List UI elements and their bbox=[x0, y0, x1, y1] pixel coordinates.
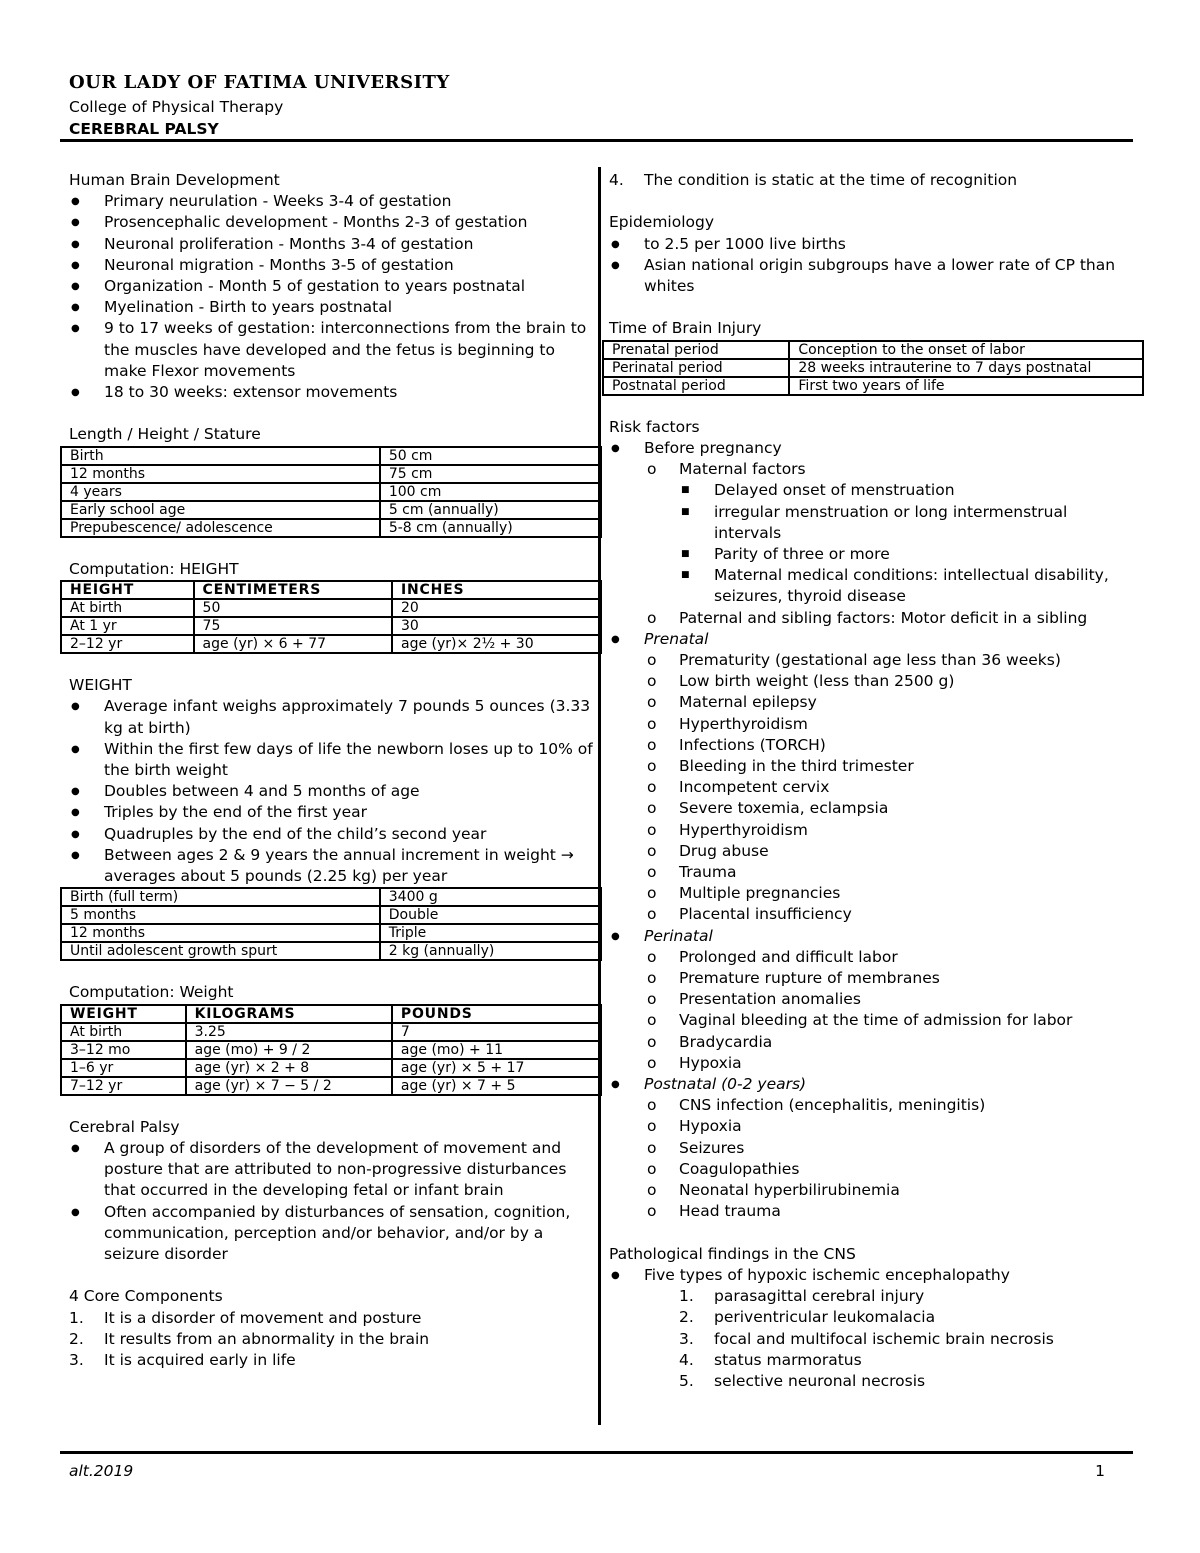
list-item bbox=[609, 629, 1139, 926]
list-item: o Trauma bbox=[644, 862, 1139, 883]
table-cell: 1–6 yr bbox=[61, 1059, 186, 1077]
list-item: o Premature rupture of membranes bbox=[644, 968, 1139, 989]
table-row bbox=[61, 1059, 601, 1077]
list-item: ● 18 to 30 weeks: extensor movements bbox=[69, 382, 594, 403]
list-item-text: selective neuronal necrosis bbox=[714, 1371, 926, 1390]
list-item: o Prematurity (gestational age less than 36 weeks) bbox=[644, 650, 1139, 671]
list-item: ● Prosencephalic development - Months 2-3 of gestation bbox=[69, 212, 594, 233]
table-cell: Prenatal period bbox=[603, 341, 789, 359]
table-cell: 5 cm (annually) bbox=[380, 501, 601, 519]
table-row bbox=[603, 359, 1143, 377]
table-cell: age (mo) + 9 / 2 bbox=[186, 1041, 392, 1059]
list-item: ● Average infant weighs approximately 7 pounds 5 ounces (3.33 kg at birth) bbox=[69, 696, 594, 738]
list-item bbox=[609, 170, 1139, 191]
prenatal-list bbox=[609, 650, 1139, 926]
list-item bbox=[679, 1371, 1139, 1392]
list-item-text: It results from an abnormality in the brain bbox=[104, 1329, 430, 1348]
table-row bbox=[61, 599, 601, 617]
table-cell: 75 bbox=[194, 617, 392, 635]
table-row bbox=[61, 465, 601, 483]
list-item: ● Doubles between 4 and 5 months of age bbox=[69, 781, 594, 802]
length-heading: Length / Height / Stature bbox=[69, 425, 261, 444]
list-item: o Vaginal bleeding at the time of admission for labor bbox=[644, 1010, 1139, 1031]
table-row bbox=[603, 377, 1143, 395]
footer-divider bbox=[60, 1451, 1133, 1454]
table-cell: 100 cm bbox=[380, 483, 601, 501]
postnatal-list bbox=[609, 1095, 1139, 1222]
list-item-text: periventricular leukomalacia bbox=[714, 1308, 936, 1327]
risk-factors-list bbox=[609, 438, 1139, 1223]
table-row bbox=[61, 483, 601, 501]
list-item: o Paternal and sibling factors: Motor deficit in a sibling bbox=[644, 608, 1139, 629]
table-header-cell: WEIGHT bbox=[61, 1005, 186, 1023]
list-item: ● Myelination - Birth to years postnatal bbox=[69, 297, 594, 318]
table-row bbox=[61, 1041, 601, 1059]
left-column bbox=[69, 170, 594, 1371]
maternal-factors-list bbox=[644, 480, 1139, 607]
list-item: ● A group of disorders of the development of movement and posture that are attributed to non-progressive disturbances that occurred in the developing fetal or infant brain bbox=[69, 1138, 594, 1202]
list-item-text: It is acquired early in life bbox=[104, 1351, 296, 1370]
pathological-findings-list bbox=[609, 1265, 1139, 1392]
table-cell: 20 bbox=[392, 599, 601, 617]
list-item: o Incompetent cervix bbox=[644, 777, 1139, 798]
list-item bbox=[609, 438, 1139, 629]
list-item: o CNS infection (encephalitis, meningitis) bbox=[644, 1095, 1139, 1116]
table-row bbox=[61, 447, 601, 465]
brain-development-heading: Human Brain Development bbox=[69, 171, 280, 189]
height-computation-heading: Computation: HEIGHT bbox=[69, 559, 239, 578]
list-item bbox=[679, 1286, 1139, 1307]
list-number: 4. bbox=[679, 1350, 694, 1369]
table-cell: 2 kg (annually) bbox=[380, 942, 601, 960]
table-cell: First two years of life bbox=[789, 377, 1143, 395]
weight-heading: WEIGHT bbox=[69, 676, 132, 695]
perinatal-list bbox=[609, 947, 1139, 1074]
list-number: 3. bbox=[679, 1329, 694, 1348]
list-item bbox=[609, 1265, 1139, 1392]
page-title: CEREBRAL PALSY bbox=[69, 120, 219, 138]
list-item bbox=[644, 459, 1139, 607]
table-cell: At 1 yr bbox=[61, 617, 194, 635]
list-number: 2. bbox=[69, 1329, 84, 1348]
table-cell: Prepubescence/ adolescence bbox=[61, 519, 380, 537]
risk-factors-heading: Risk factors bbox=[609, 417, 700, 436]
table-cell: Birth bbox=[61, 447, 380, 465]
table-cell: 30 bbox=[392, 617, 601, 635]
list-number: 4. bbox=[609, 171, 624, 189]
list-item: o Seizures bbox=[644, 1138, 1139, 1159]
table-header-cell: POUNDS bbox=[392, 1005, 601, 1023]
table-cell: 28 weeks intrauterine to 7 days postnatal bbox=[789, 359, 1143, 377]
table-cell: 3–12 mo bbox=[61, 1041, 186, 1059]
list-number: 2. bbox=[679, 1308, 694, 1327]
table-header-cell: HEIGHT bbox=[61, 581, 194, 599]
table-cell: 7 bbox=[392, 1023, 601, 1041]
table-row bbox=[61, 617, 601, 635]
list-item bbox=[69, 1329, 594, 1350]
list-item-text: focal and multifocal ischemic brain necrosis bbox=[714, 1329, 1054, 1348]
core-components-list-continued bbox=[609, 170, 1139, 191]
list-item: o Maternal epilepsy bbox=[644, 692, 1139, 713]
list-item: ● Primary neurulation - Weeks 3-4 of gestation bbox=[69, 191, 594, 212]
brain-injury-heading: Time of Brain Injury bbox=[609, 319, 762, 338]
table-cell: 5 months bbox=[61, 906, 380, 924]
footer-tag: alt.2019 bbox=[69, 1462, 134, 1480]
table-cell: 12 months bbox=[61, 465, 380, 483]
list-item: o Neonatal hyperbilirubinemia bbox=[644, 1180, 1139, 1201]
table-cell: 50 bbox=[194, 599, 392, 617]
table-cell: age (yr) × 7 + 5 bbox=[392, 1077, 601, 1095]
list-item: ■ Parity of three or more bbox=[679, 544, 1139, 565]
brain-injury-table bbox=[602, 340, 1144, 396]
document-header bbox=[69, 70, 1133, 140]
table-cell: Triple bbox=[380, 924, 601, 942]
brain-development-list bbox=[69, 191, 594, 403]
list-item: ■ Maternal medical conditions: intellectual disability, seizures, thyroid disease bbox=[679, 565, 1139, 607]
weight-list bbox=[69, 696, 594, 887]
table-cell: Early school age bbox=[61, 501, 380, 519]
list-item: o Placental insufficiency bbox=[644, 904, 1139, 925]
table-cell: Until adolescent growth spurt bbox=[61, 942, 380, 960]
table-header-row bbox=[61, 581, 601, 599]
list-item: o Head trauma bbox=[644, 1201, 1139, 1222]
table-cell: At birth bbox=[61, 1023, 186, 1041]
list-item: o Bleeding in the third trimester bbox=[644, 756, 1139, 777]
list-item: o Hyperthyroidism bbox=[644, 820, 1139, 841]
table-row bbox=[61, 906, 601, 924]
list-item: ● Triples by the end of the first year bbox=[69, 802, 594, 823]
list-item bbox=[69, 1308, 594, 1329]
encephalopathy-types-list bbox=[609, 1286, 1139, 1392]
table-cell: age (yr) × 5 + 17 bbox=[392, 1059, 601, 1077]
list-item: o Infections (TORCH) bbox=[644, 735, 1139, 756]
list-item-text: Maternal factors bbox=[679, 460, 806, 479]
list-item-text: It is a disorder of movement and posture bbox=[104, 1308, 422, 1327]
list-item-text: Five types of hypoxic ischemic encephalopathy bbox=[644, 1265, 1010, 1284]
cerebral-palsy-heading: Cerebral Palsy bbox=[69, 1117, 180, 1136]
table-row bbox=[61, 924, 601, 942]
list-number: 1. bbox=[69, 1308, 84, 1327]
list-item: o Coagulopathies bbox=[644, 1159, 1139, 1180]
list-item bbox=[679, 1350, 1139, 1371]
list-item: ● Often accompanied by disturbances of sensation, cognition, communication, perception and/or behavior, and/or by a seizure disorder bbox=[69, 1202, 594, 1266]
table-cell: Birth (full term) bbox=[61, 888, 380, 906]
list-item: ■ irregular menstruation or long intermenstrual intervals bbox=[679, 502, 1139, 544]
table-header-cell: CENTIMETERS bbox=[194, 581, 392, 599]
table-cell: 5-8 cm (annually) bbox=[380, 519, 601, 537]
list-number: 1. bbox=[679, 1287, 694, 1306]
list-item: ● Neuronal migration - Months 3-5 of gestation bbox=[69, 255, 594, 276]
list-item-text: status marmoratus bbox=[714, 1350, 862, 1369]
list-item bbox=[679, 1307, 1139, 1328]
length-table bbox=[60, 446, 602, 538]
column-divider bbox=[598, 167, 601, 1425]
list-item: o Bradycardia bbox=[644, 1032, 1139, 1053]
table-cell: 7–12 yr bbox=[61, 1077, 186, 1095]
list-item: o Hyperthyroidism bbox=[644, 714, 1139, 735]
table-cell: 12 months bbox=[61, 924, 380, 942]
list-item: o Severe toxemia, eclampsia bbox=[644, 798, 1139, 819]
epidemiology-list bbox=[609, 234, 1139, 298]
core-components-heading: 4 Core Components bbox=[69, 1287, 223, 1306]
table-row bbox=[61, 501, 601, 519]
height-computation-table bbox=[60, 580, 602, 654]
table-cell: Double bbox=[380, 906, 601, 924]
list-item: ● Quadruples by the end of the child’s second year bbox=[69, 824, 594, 845]
page-number: 1 bbox=[1095, 1462, 1105, 1480]
table-cell: Conception to the onset of labor bbox=[789, 341, 1143, 359]
list-item: ● Between ages 2 & 9 years the annual increment in weight → averages about 5 pounds (2.25 kg) per year bbox=[69, 845, 594, 887]
list-item: ● Within the first few days of life the newborn loses up to 10% of the birth weight bbox=[69, 739, 594, 781]
list-item: o Hypoxia bbox=[644, 1053, 1139, 1074]
table-row bbox=[61, 888, 601, 906]
list-item: o Prolonged and difficult labor bbox=[644, 947, 1139, 968]
cerebral-palsy-list bbox=[69, 1138, 594, 1265]
list-item: ● 9 to 17 weeks of gestation: interconnections from the brain to the muscles have developed and the fetus is beginning to make Flexor movements bbox=[69, 318, 594, 382]
table-cell: At birth bbox=[61, 599, 194, 617]
table-row bbox=[61, 635, 601, 653]
table-cell: age (yr) × 2 + 8 bbox=[186, 1059, 392, 1077]
list-number: 3. bbox=[69, 1351, 84, 1370]
list-item bbox=[609, 1074, 1139, 1222]
list-item: ● Neuronal proliferation - Months 3-4 of gestation bbox=[69, 234, 594, 255]
list-item: o Drug abuse bbox=[644, 841, 1139, 862]
risk-category: Postnatal (0-2 years) bbox=[644, 1075, 807, 1094]
risk-category: Perinatal bbox=[644, 926, 713, 945]
right-column bbox=[609, 170, 1139, 1392]
list-item: o Low birth weight (less than 2500 g) bbox=[644, 671, 1139, 692]
table-row bbox=[603, 341, 1143, 359]
list-number: 5. bbox=[679, 1371, 694, 1390]
epidemiology-heading: Epidemiology bbox=[609, 213, 715, 232]
weight-computation-heading: Computation: Weight bbox=[69, 983, 234, 1002]
list-item: ■ Delayed onset of menstruation bbox=[679, 480, 1139, 501]
list-item: ● Organization - Month 5 of gestation to years postnatal bbox=[69, 276, 594, 297]
list-item: o Presentation anomalies bbox=[644, 989, 1139, 1010]
table-row bbox=[61, 1023, 601, 1041]
table-cell: age (yr) × 7 − 5 / 2 bbox=[186, 1077, 392, 1095]
list-item-text: parasagittal cerebral injury bbox=[714, 1287, 925, 1306]
list-item bbox=[609, 926, 1139, 1074]
before-pregnancy-list bbox=[609, 459, 1139, 629]
weight-computation-table bbox=[60, 1004, 602, 1096]
list-item: ● Asian national origin subgroups have a lower rate of CP than whites bbox=[609, 255, 1139, 297]
table-header-cell: KILOGRAMS bbox=[186, 1005, 392, 1023]
table-row bbox=[61, 519, 601, 537]
table-cell: age (mo) + 11 bbox=[392, 1041, 601, 1059]
table-cell: 50 cm bbox=[380, 447, 601, 465]
header-divider bbox=[60, 139, 1133, 142]
table-cell: age (yr) × 6 + 77 bbox=[194, 635, 392, 653]
table-cell: 4 years bbox=[61, 483, 380, 501]
table-header-cell: INCHES bbox=[392, 581, 601, 599]
risk-category: Prenatal bbox=[644, 629, 709, 648]
table-row bbox=[61, 1077, 601, 1095]
table-cell: age (yr)× 2½ + 30 bbox=[392, 635, 601, 653]
risk-category: Before pregnancy bbox=[644, 438, 782, 457]
pathological-findings-heading: Pathological findings in the CNS bbox=[609, 1244, 856, 1263]
table-row bbox=[61, 942, 601, 960]
college-name: College of Physical Therapy bbox=[69, 98, 284, 116]
table-cell: Postnatal period bbox=[603, 377, 789, 395]
list-item bbox=[679, 1329, 1139, 1350]
table-cell: 2–12 yr bbox=[61, 635, 194, 653]
table-cell: Perinatal period bbox=[603, 359, 789, 377]
weight-table bbox=[60, 887, 602, 961]
table-cell: 3400 g bbox=[380, 888, 601, 906]
table-header-row bbox=[61, 1005, 601, 1023]
list-item: o Multiple pregnancies bbox=[644, 883, 1139, 904]
list-item: o Hypoxia bbox=[644, 1116, 1139, 1137]
list-item bbox=[69, 1350, 594, 1371]
list-item-text: The condition is static at the time of recognition bbox=[644, 171, 1018, 189]
table-cell: 3.25 bbox=[186, 1023, 392, 1041]
table-cell: 75 cm bbox=[380, 465, 601, 483]
core-components-list bbox=[69, 1308, 594, 1372]
list-item: ● to 2.5 per 1000 live births bbox=[609, 234, 1139, 255]
university-name: OUR LADY OF FATIMA UNIVERSITY bbox=[69, 72, 450, 93]
